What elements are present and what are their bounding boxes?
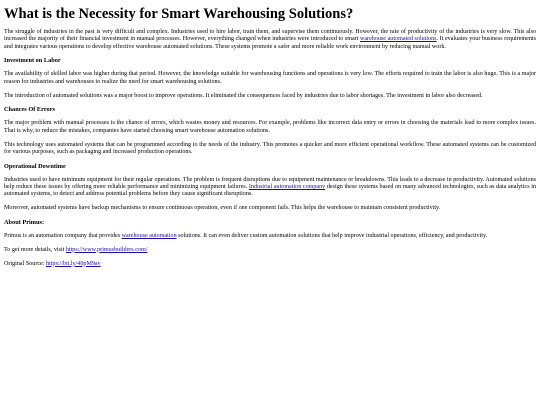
page-title: What is the Necessity for Smart Warehousing Solutions? [4, 6, 354, 22]
errors-heading: Chances Of Errors [4, 106, 55, 114]
about-heading: About Primus: [4, 218, 45, 226]
downtime-text-before: Industries used to have minimum equipment for their regular operations. The problem is frequent disruptions due to equipment maintenance or breakdowns. This leads to a decrease in productivity. Automated solutions help reduce these issues by offering more reliable performance and minimizing equipment failures. [4, 176, 536, 190]
about-text-after: solutions. It can even deliver custom automation solutions that help improve industrial operations, efficiency, and productivity. [176, 232, 488, 239]
intro-paragraph [4, 29, 536, 51]
errors-paragraph-1: The major problem with manual processes is the chance of errors, which wastes money and resources. For example, problems like incorrect data entry or errors in choosing the materials lead to more complex issues. That is why, to reduce the mistakes, companies have started choosing smart warehouse automation solutions. [4, 120, 536, 134]
industrial-automation-company-link[interactable]: Industrial automation company [248, 183, 326, 190]
warehouse-automated-solutions-link[interactable]: warehouse automated solutions [359, 36, 437, 43]
labor-heading: Investment on Labor [4, 57, 61, 65]
intro-text-before: The struggle of industries in the past is very difficult and complex. Industries used to hire labor, train them, and supervise them continuously. However, the rate of productivity of the industries is very slow. This also increased the majority of their financial investment in manual processes. However, everything changed when industries were introduced to smart [4, 29, 536, 43]
intro-text-after: . It evaluates your business requirements and integrates various operations to develop effective warehouse automated solutions. These systems promote a safer and more reliable work environment by reducing manual work. [4, 36, 536, 50]
original-source-link[interactable]: https://bit.ly/40pM9av [45, 260, 101, 267]
about-paragraph [4, 233, 536, 240]
errors-paragraph-2: This technology uses automated systems that can be programmed according to the needs of the industry. This promotes a quicker and more efficient operational workflow. These automated systems can be customized for various purposes, such as packaging and increased production operations. [4, 141, 536, 155]
labor-paragraph-2: The introduction of automated solutions was a major boost to improve operations. It eliminated the consequences faced by industries due to labor shortages. The investment in labor also decreased. [4, 92, 483, 99]
details-paragraph [4, 247, 536, 254]
downtime-heading: Operational Downtime [4, 162, 66, 170]
about-text-before: Primus is an automation company that provides [4, 232, 122, 239]
source-label: Original Source: [4, 260, 46, 267]
labor-paragraph-1: The availability of skilled labor was higher during that period. However, the knowledge suitable for warehousing functions and operations is very low. The efforts required to train the labor is also huge. This is a major reason for industries and warehouses to realize the need for smart warehousing solutions. [4, 71, 536, 85]
downtime-text-after: design these systems based on many advanced technologies, such as data analytics in automated systems, to detect and address potential problems before they cause significant disruptions. [4, 183, 537, 198]
source-paragraph [4, 261, 536, 268]
primus-website-link[interactable]: https://www.primusbuilders.com/ [65, 246, 148, 253]
warehouse-automation-link[interactable]: warehouse automation [121, 232, 177, 239]
details-text: To get more details, visit [4, 246, 66, 253]
downtime-paragraph-2: Moreover, automated systems have backup mechanisms to ensure continuous operation, even if one component fails. This helps the warehouse to maintain consistent productivity. [4, 205, 441, 212]
downtime-paragraph-1 [4, 177, 536, 199]
